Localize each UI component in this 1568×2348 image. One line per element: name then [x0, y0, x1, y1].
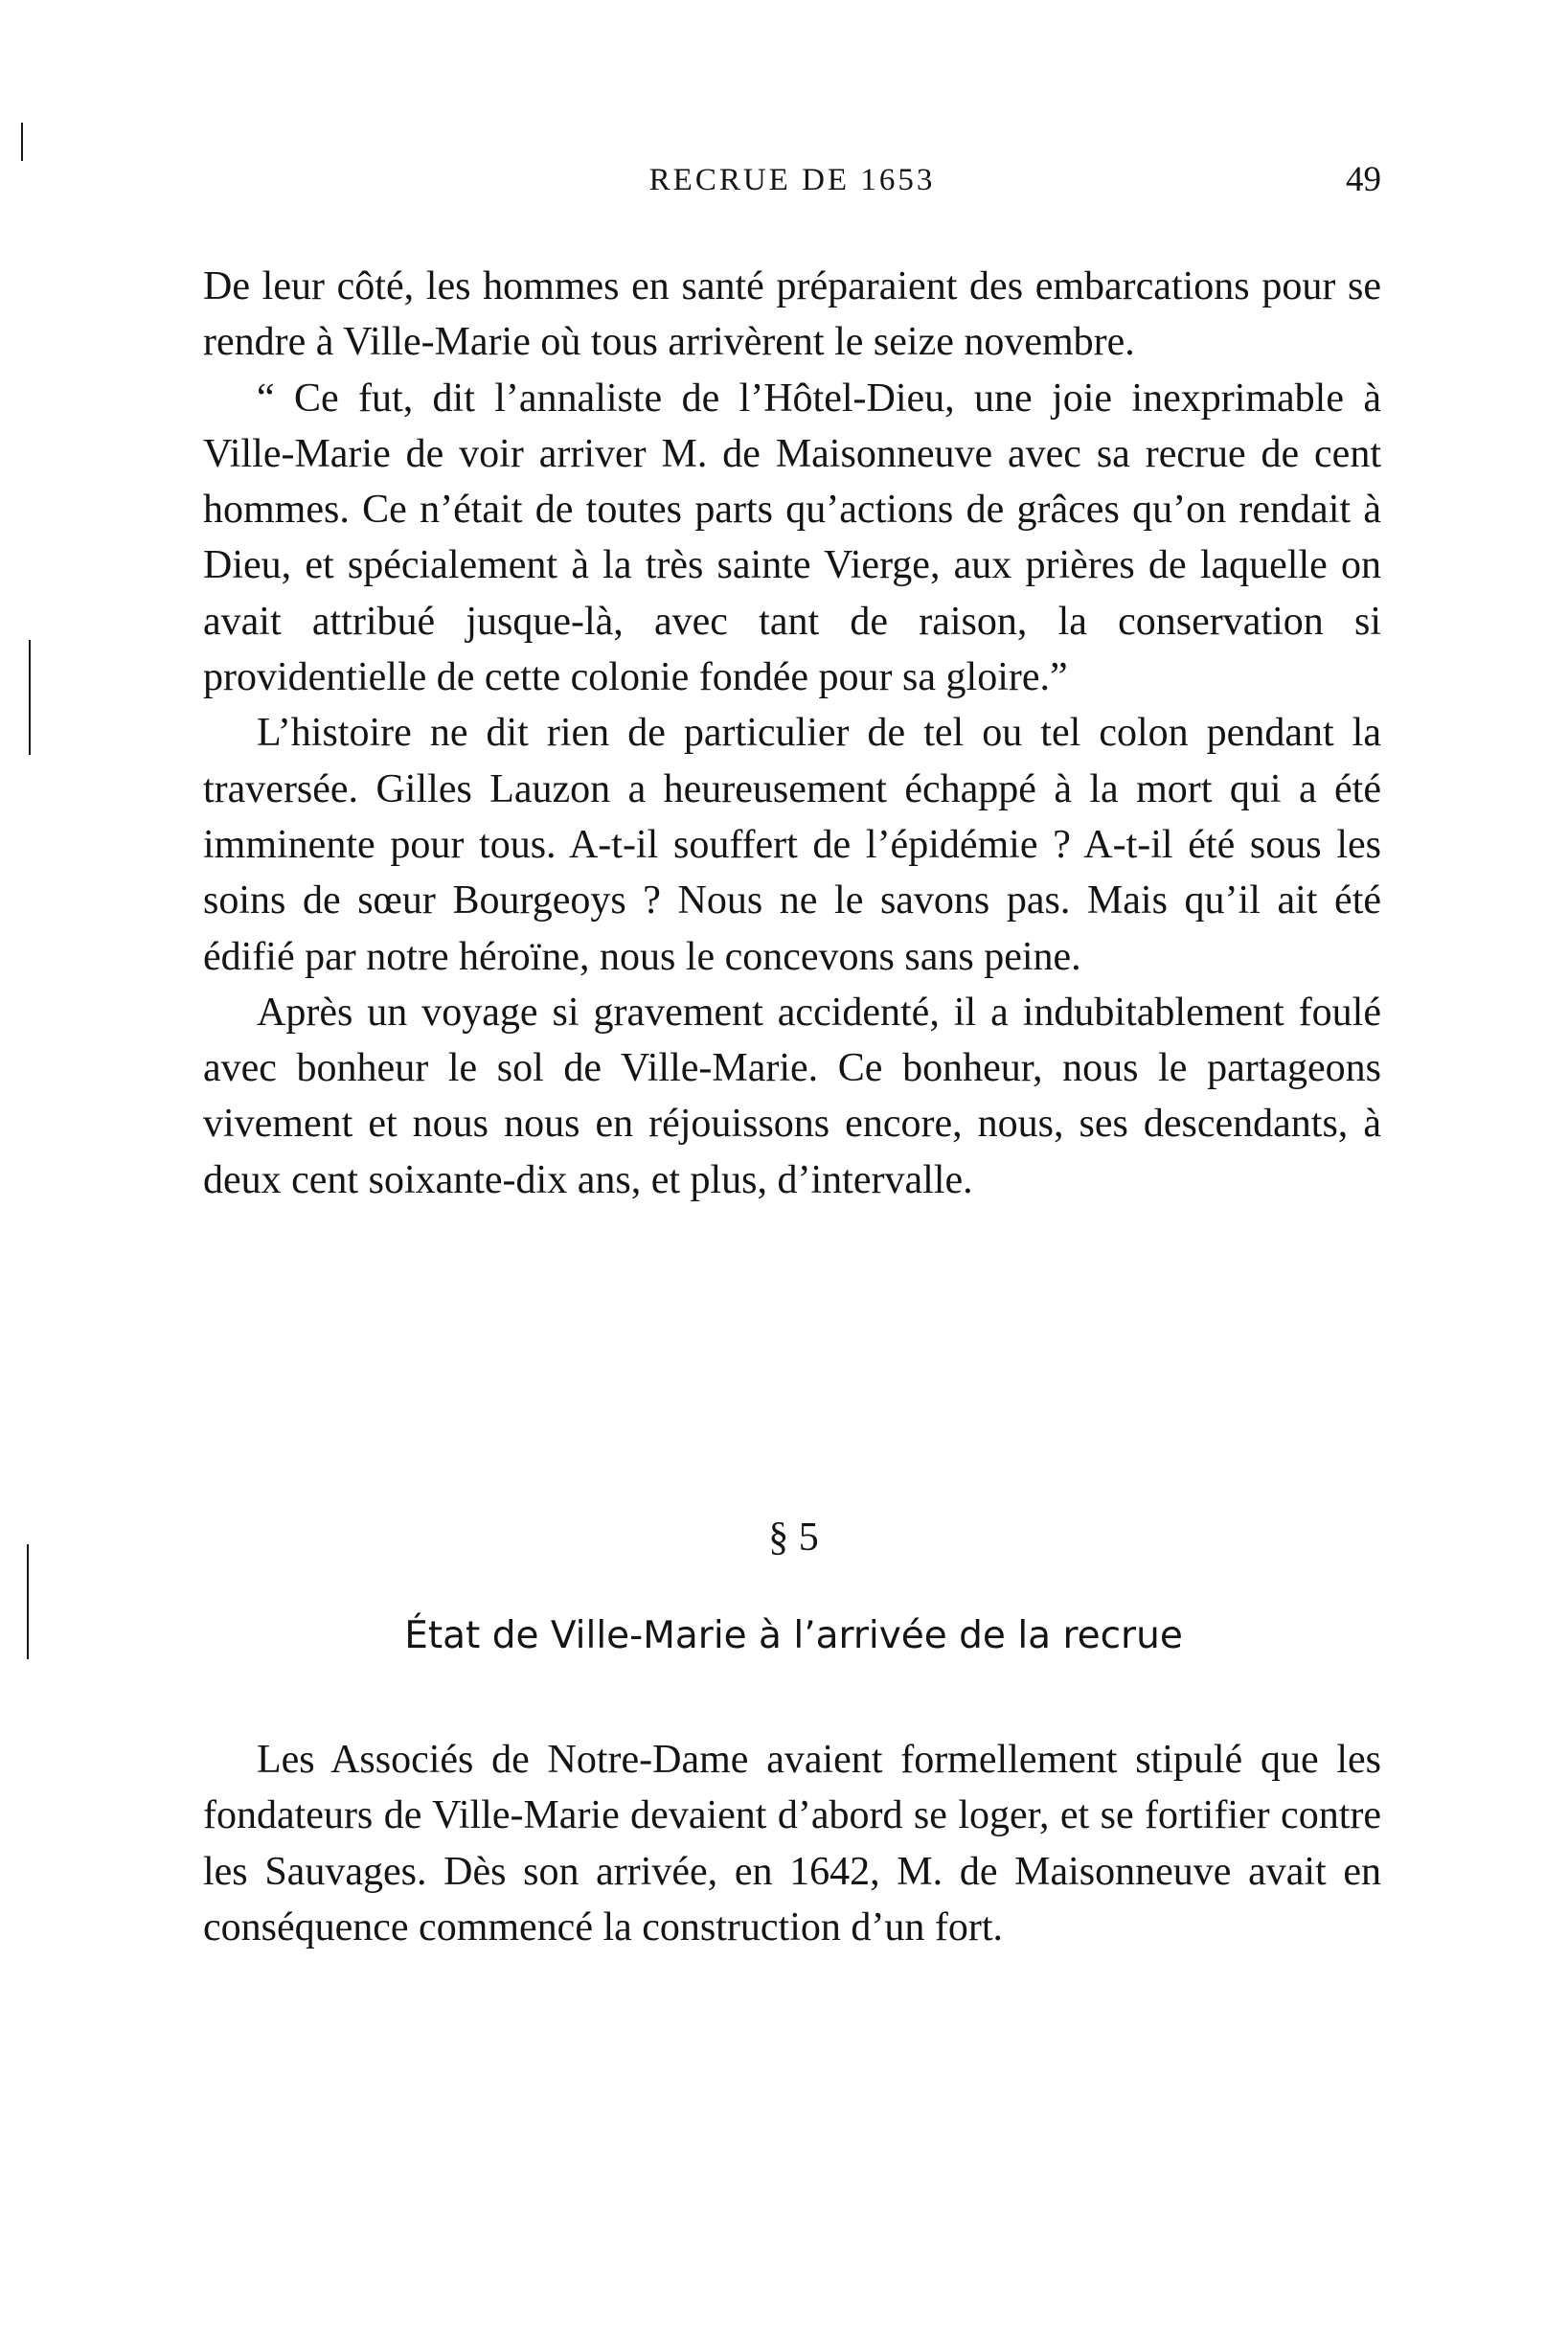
running-head — [203, 151, 1381, 209]
page-number: 49 — [1346, 160, 1381, 199]
margin-mark — [21, 123, 23, 161]
paragraph: L’histoire ne dit rien de particulier de tel ou tel colon pendant la traversée. Gilles Lauzon a heureusement échappé à la mort qui a été imminente pour tous. A-t-il souffert de l’épidémie ? A-t-il été sous les soins de sœur Bourgeoys ? Nous ne le savons pas. Mais qu’il ait été édifié par notre héroïne, nous le concevons sans peine. — [203, 711, 1381, 979]
body-text — [203, 259, 1381, 1208]
paragraph: Après un voyage si gravement accidenté, il a indubitablement foulé avec bonheur le sol de Ville-Marie. Ce bonheur, nous le partageons vivement et nous nous en réjouissons encore, nous, ses descendants, à deux cent soixante-dix ans, et plus, d’intervalle. — [203, 990, 1381, 1202]
section-number: § 5 — [768, 1516, 819, 1560]
paragraph: De leur côté, les hommes en santé préparaient des embarcations pour se rendre à Ville-Marie où tous arrivèrent le seize novembre. — [203, 264, 1381, 365]
paragraph: “ Ce fut, dit l’annaliste de l’Hôtel-Dieu, une joie inexprimable à Ville-Marie de voir arriver M. de Maisonneuve avec sa recrue de cent hommes. Ce n’était de toutes parts qu’actions de grâces qu’on rendait à Dieu, et spécialement à la très sainte Vierge, aux prières de laquelle on avait attribué jusque-là, avec tant de raison, la conservation si providentielle de cette colonie fondée pour sa gloire.” — [203, 376, 1381, 700]
section-title: État de Ville-Marie à l’arrivée de la recrue — [404, 1614, 1183, 1657]
running-title: RECRUE DE 1653 — [648, 163, 936, 197]
section-body-text — [203, 1732, 1381, 1955]
margin-mark — [29, 640, 31, 755]
paragraph: Les Associés de Notre-Dame avaient formellement stipulé que les fondateurs de Ville-Marie devaient d’abord se loger, et se fortifier contre les Sauvages. Dès son arrivée, en 1642, M. de Maisonneuve avait en conséquence commencé la construction d’un fort. — [203, 1738, 1381, 1949]
